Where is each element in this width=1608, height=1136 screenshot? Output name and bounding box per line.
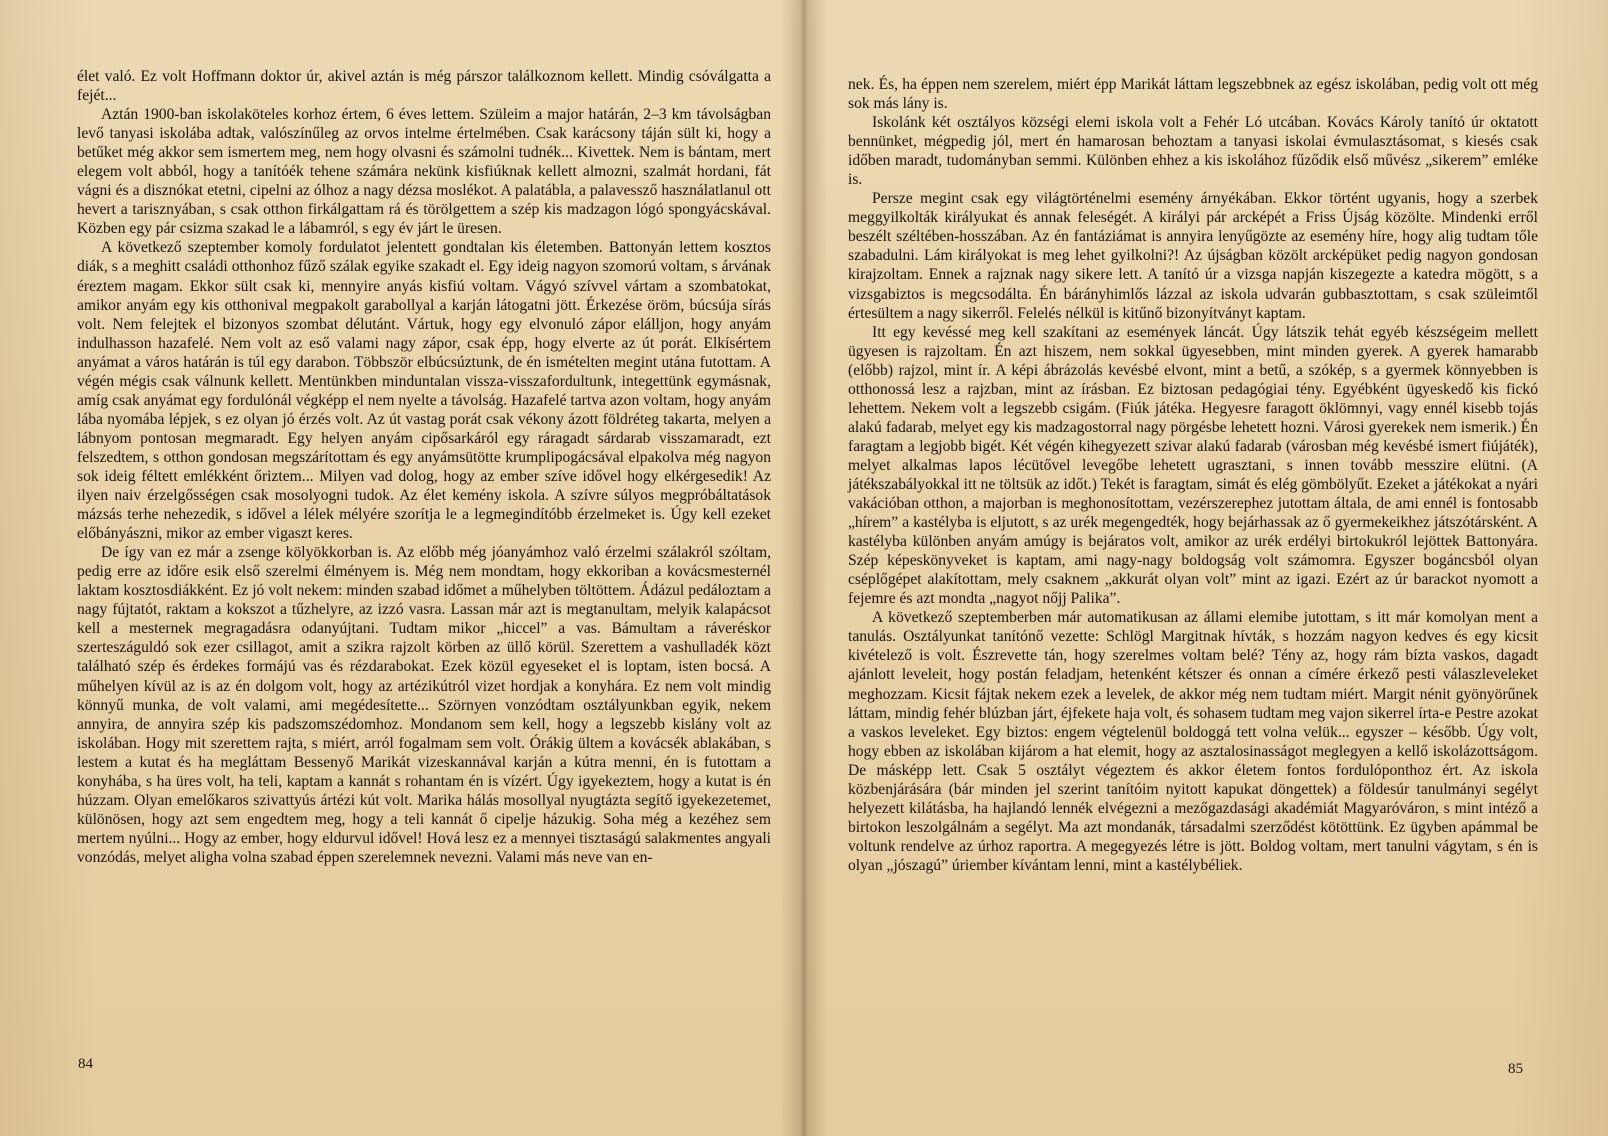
paragraph: nek. És, ha éppen nem szerelem, miért épp Marikát láttam legszebbnek az egész iskolában, pedig volt ott még sok más lány is. (848, 76, 1538, 113)
paragraph: élet való. Ez volt Hoffmann doktor úr, akivel aztán is még párszor találkoznom kellett. Mindig csóválgatta a fejét... (77, 68, 771, 105)
paragraph: Iskolánk két osztályos községi elemi iskola volt a Fehér Ló utcában. Kovács Károly tanító úr oktatott bennünket, mégpedig jól, mert én hamarosan behoztam a tanyasi iskolai évmulasztásomat, s kiesés csak időben maradt, tudományban semmi. Különben ehhez a kis iskolához fűződik első művész „sikerem” emléke is. (848, 114, 1538, 189)
right-page (804, 0, 1608, 1136)
paragraph: Persze megint csak egy világtörténelmi esemény árnyékában. Ekkor történt ugyanis, hogy a szerbek meggyilkolták királyukat és annak feleségét. A királyi pár arcképét a Friss Újság közölte. Mindenki erről beszélt széltében-hosszában. Az én fantáziámat is annyira lenyűgözte az esemény híre, hogy alig tudtam tőle szabadulni. Lám királyokat is meg lehet gyilkolni?! Az újságban közölt arcképüket pedig nagyon gondosan kirajzoltam. Ennek a rajznak nagy sikere lett. A tanító úr a vizsga napján kiszegezte a katedra mögött, s a vizsgabiztos is megcsodálta. Én bárányhimlős lázzal az iskola udvarán gubbasztottam, s csak szüleimtől értesültem a nagy sikerről. Felelés nélkül is kitűnő bizonyítványt kaptam. (848, 190, 1538, 322)
paragraph: Itt egy kevéssé meg kell szakítani az események láncát. Úgy látszik tehát egyéb készségeim mellett ügyesen is rajzoltam. Én azt hiszem, nem sokkal ügyesebben, mint minden gyerek. A gyerek hamarabb (előbb) rajzol, mint ír. A képi ábrázolás kevésbé elvont, mint a betű, a szókép, s a gyermek könnyebben is otthonossá lesz a rajzban, mint az írásban. Ez biztosan pedagógiai tény. Egyébként ügyeskedő kis fickó lehettem. Nekem volt a legszebb csigám. (Fiúk játéka. Hegyesre faragott öklömnyi, vagy ennél kisebb tojás alakú fadarab, melyet egy kis madzagostorral nagy pörgésbe lehetett hozni. Városi gyerekek nem ismerik.) Én faragtam a legjobb bigét. Két végén kihegyezett szivar alakú fadarab (városban még kevésbé ismert fiújáték), melyet alkalmas lapos lécütővel levegőbe lehetett ugrasztani, s innen tovább messzire elütni. (A játékszabályokkal itt ne töltsük az időt.) Tekét is faragtam, simát és elég gömbölyűt. Ezeket a játékokat a nyári vakációban otthon, a majorban is meghonosítottam, vezérszerephez jutottam általa, de ami ennél is fontosabb „hírem” a kastélyba is eljutott, s az urék megengedték, hogy bejárhassak az ő gyermekeikhez játszótársként. A kastélyba különben anyám amúgy is bejáratos volt, amikor az urék erdélyi birtokukról lejöttek Battonyára. Szép képeskönyveket is kaptam, ami nagy-nagy boldogság volt számomra. Egyszer bogáncsból olyan cséplőgépet alakítottam, mely csaknem „akkurát olyan volt” mint az igazi. Ezért az úr barackot nyomott a fejemre és azt mondta „nagyot nőjj Palika”. (848, 323, 1538, 608)
page-number: 85 (1508, 1061, 1523, 1077)
paragraph: A következő szeptemberben már automatikusan az állami elemibe jutottam, s itt már komolyan ment a tanulás. Osztályunkat tanítónő vezette: Schlögl Margitnak hívták, s hozzám nagyon kedves és egy kicsit kivételező is volt. Észrevette tán, hogy szerelmes voltam belé? Tény az, hogy rám bízta vaskos, dagadt ajánlott leveleit, hogy postán feladjam, hetenként kétszer és onnan a címére érkező pesti válaszleveleket meghozzam. Kicsit fájtak nekem ezek a levelek, de akkor még nem tudtam miért. Margit nénit gyönyörűnek láttam, mindig fehér blúzban járt, éjfekete haja volt, és sohasem tudtam meg vajon sikerrel írta-e Pestre azokat a vaskos leveleket. Egy biztos: engem végtelenül boldoggá tett volna velük... egyszer – később. Úgy volt, hogy ebben az iskolában kijárom a hat elemit, hogy az asztalosinasságot meglegyen a kellő iskolázottságom. De másképp lett. Csak 5 osztályt végeztem és akkor életem fontos fordulóponthoz ért. Az iskola közbenjárására (bár minden jel szerint tanítóim nyitott kapukat döngettek) a földesúr tanulmányi segélyt helyezett kilátásba, ha hajlandó lennék elvégezni a mezőgazdasági akadémiát Magyaróváron, s mint intéző a birtokon leszolgálnám a segélyt. Ma azt mondanák, társadalmi szerződést kötöttünk. Ez ügyben apámmal be voltunk rendelve az úrhoz raportra. A megegyezés létre is jött. Boldog voltam, mert tanulni vágytam, s én is olyan „jószagú” úriember kívántam lenni, mint a kastélybéliek. (848, 609, 1538, 874)
page-number: 84 (78, 1056, 93, 1072)
paragraph: De így van ez már a zsenge kölyökkorban is. Az előbb még jóanyámhoz való érzelmi szálakról szóltam, pedig erre az időre esik első szerelmi élményem is. Még nem mondtam, hogy ekkoriban a kovácsmesternél laktam kosztosdiákként. Ez jó volt nekem: minden szabad időmet a műhelyben töltöttem. Ádázul pedáloztam a nagy fújtatót, raktam a kokszot a tűzhelyre, az izzó vasra. Lassan már azt is megtanultam, melyik kalapácsot kell a mesternek megragadásra odanyújtani. Tudtam mikor „hiccel” a vas. Bámultam a ráveréskor szerteszáguldó sok ezer csillagot, amit a szikra rajzolt körben az üllő körül. Szerettem a vashulladék közt található szép és érdekes formájú vas és rézdarabokat. Ezek közül egyeseket el is loptam, isten bocsá. A műhelyen kívül az is az én dolgom volt, hogy az artézikútról vizet hordjak a konyhára. Ez nem volt mindig könnyű munka, de volt valami, ami megédesítette... Szörnyen vonzódtam osztályunkban egyik, nekem annyira, de annyira szép kis padszomszédomhoz. Mondanom sem kell, hogy a legszebb kislány volt az iskolában. Hogy mit szerettem rajta, s miért, arról fogalmam sem volt. Órákig ültem a kovácsék ablakában, s lestem a kutat és ha megláttam Bessenyő Marikát vizeskannával karján a kútra menni, én is futottam a konyhába, s ha üres volt, ha teli, kaptam a kannát s rohantam én is vízért. Úgy igyekeztem, hogy a kutat is én húzzam. Olyan emelőkaros szivattyús ártézi kút volt. Marika hálás mosollyal nyugtázta segítő igyekezetemet, különösen, hogy azt sem engedtem meg, hogy a teli kannát ő cipelje házukig. Soha még a kezéhez sem mertem nyúlni... Hogy az ember, hogy eldurvul idővel! Hová lesz ez a mennyei tisztaságú salakmentes angyali vonzódás, melyet aligha volna szabad éppen szerelemnek nevezni. Valami más neve van en- (77, 544, 771, 866)
paragraph: Aztán 1900-ban iskolaköteles korhoz értem, 6 éves lettem. Szüleim a major határán, 2–3 km távolságban levő tanyasi iskolába adtak, valószínűleg az orvos intelme értelmében. Csak karácsony táján sült ki, hogy a betűket még akkor sem ismertem meg, nem hogy olvasni és számolni tudnék... Kivettek. Nem is bántam, mert elegem volt abból, hogy a tanítóék tehene számára nekünk kisfiúknak kellett almozni, szalmát hordani, fát vágni és a disznókat etetni, cipelni az ólhoz a nagy dézsa moslékot. A palatábla, a palavessző használatlanul ott hevert a tarisznyában, s csak otthon firkálgattam rá és törölgettem a szép kis madzagon lógó spongyácskával. Közben egy pár csizma szakad le a lábamról, s egy év járt le üresen. (77, 106, 771, 238)
left-page-text (77, 67, 771, 867)
right-page-text (848, 75, 1538, 875)
paragraph: A következő szeptember komoly fordulatot jelentett gondtalan kis életemben. Battonyán lettem kosztos diák, s a meghitt családi otthonhoz fűző szálak egyike szakadt el. Egy ideig nagyon szomorú voltam, s árvának éreztem magam. Ekkor sült csak ki, mennyire anyás kisfiú voltam. Vágyó szívvel vártam a szombatokat, amikor anyám egy kis otthonival megpakolt garabollyal a karján látogatni jött. Érkezése öröm, búcsúja sírás volt. Nem felejtek el bizonyos szombat délutánt. Vártuk, hogy egy elvonuló zápor elálljon, hogy anyám indulhasson hazafelé. Nem volt az eső valami nagy zápor, csak épp, hogy elverte az út porát. Elkísértem anyámat a város határán is túl egy darabon. Többször elbúcsúztunk, de én ismételten megint utána futottam. A végén mégis csak válnunk kellett. Mentünkben minduntalan vissza-visszafordultunk, integettünk egymásnak, amíg csak anyámat egy fordulónál végképp el nem nyelte a távolság. Hazafelé tartva azon voltam, hogy anyám lába nyomába lépjek, s ez olyan jó érzés volt. Az út vastag porát csak vékony ázott földréteg takarta, melyen a lábnyom pontosan megmaradt. Egy helyen anyám cipősarkáról egy ráragadt sárdarab visszamaradt, ezt felszedtem, s otthon gondosan megszárítottam és egy anyámsütötte krumplipogácsával elpakolva még nagyon sok ideig féltett emlékként őriztem... Milyen vad dolog, hogy az ember szíve idővel hogy elkérgesedik! Az ilyen naiv érzelgősségen csak mosolyogni tudok. Az élet kemény iskola. A szívre súlyos megpróbáltatások mázsás terhe nehezedik, s idővel a lélek mélyére szorítja le a legmegindítóbb érzelmeket is. Úgy kell ezeket előbányászni, mikor az ember vigaszt keres. (77, 239, 771, 543)
